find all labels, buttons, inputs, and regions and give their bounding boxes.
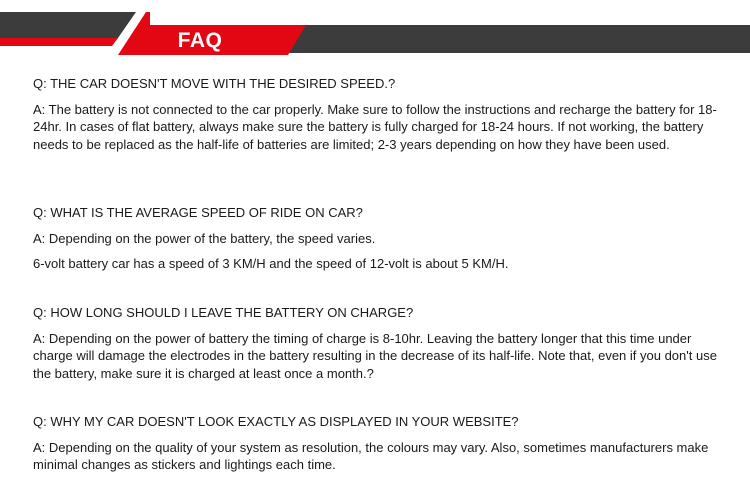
faq-answer: A: Depending on the power of battery the timing of charge is 8-10hr. Leaving the battery longer that this time under charge will damage the electrodes in the battery resulting in the decrease of its half-life. Note that, even if you don't use the battery, make sure it is charged at least once a month.? xyxy=(33,330,717,381)
banner-shapes xyxy=(0,0,750,60)
banner-dark-left xyxy=(0,12,136,38)
faq-question: Q: HOW LONG SHOULD I LEAVE THE BATTERY ON CHARGE? xyxy=(33,305,414,320)
faq-item-appearance xyxy=(33,413,723,474)
faq-question: Q: WHY MY CAR DOESN'T LOOK EXACTLY AS DISPLAYED IN YOUR WEBSITE? xyxy=(33,414,519,429)
faq-question: Q: THE CAR DOESN'T MOVE WITH THE DESIRED SPEED.? xyxy=(33,76,396,91)
banner-red-stripe xyxy=(0,38,118,46)
faq-banner xyxy=(0,0,750,60)
faq-answer: A: Depending on the power of the battery, the speed varies. xyxy=(33,230,376,246)
faq-question: Q: WHAT IS THE AVERAGE SPEED OF RIDE ON CAR? xyxy=(33,205,363,220)
banner-dark-right xyxy=(282,25,750,53)
faq-answer: A: Depending on the quality of your system as resolution, the colours may vary. Also, sometimes manufacturers make minimal changes as stickers and lightings each time. xyxy=(33,439,709,472)
faq-answer: A: The battery is not connected to the car properly. Make sure to follow the instructions and recharge the battery for 18-24hr. In cases of flat battery, always make sure the battery is fully charged for 18-24 hours. If not working, the battery needs to be replaced as the half-life of batteries are limited; 2-3 years depending on how they have been used. xyxy=(33,101,717,152)
faq-item-charge-time xyxy=(33,304,723,382)
page-title: FAQ xyxy=(177,29,223,52)
faq-answer-extra: 6-volt battery car has a speed of 3 KM/H and the speed of 12-volt is about 5 KM/H. xyxy=(33,256,509,271)
faq-item-speed xyxy=(33,75,723,153)
faq-item-average-speed xyxy=(33,204,723,273)
